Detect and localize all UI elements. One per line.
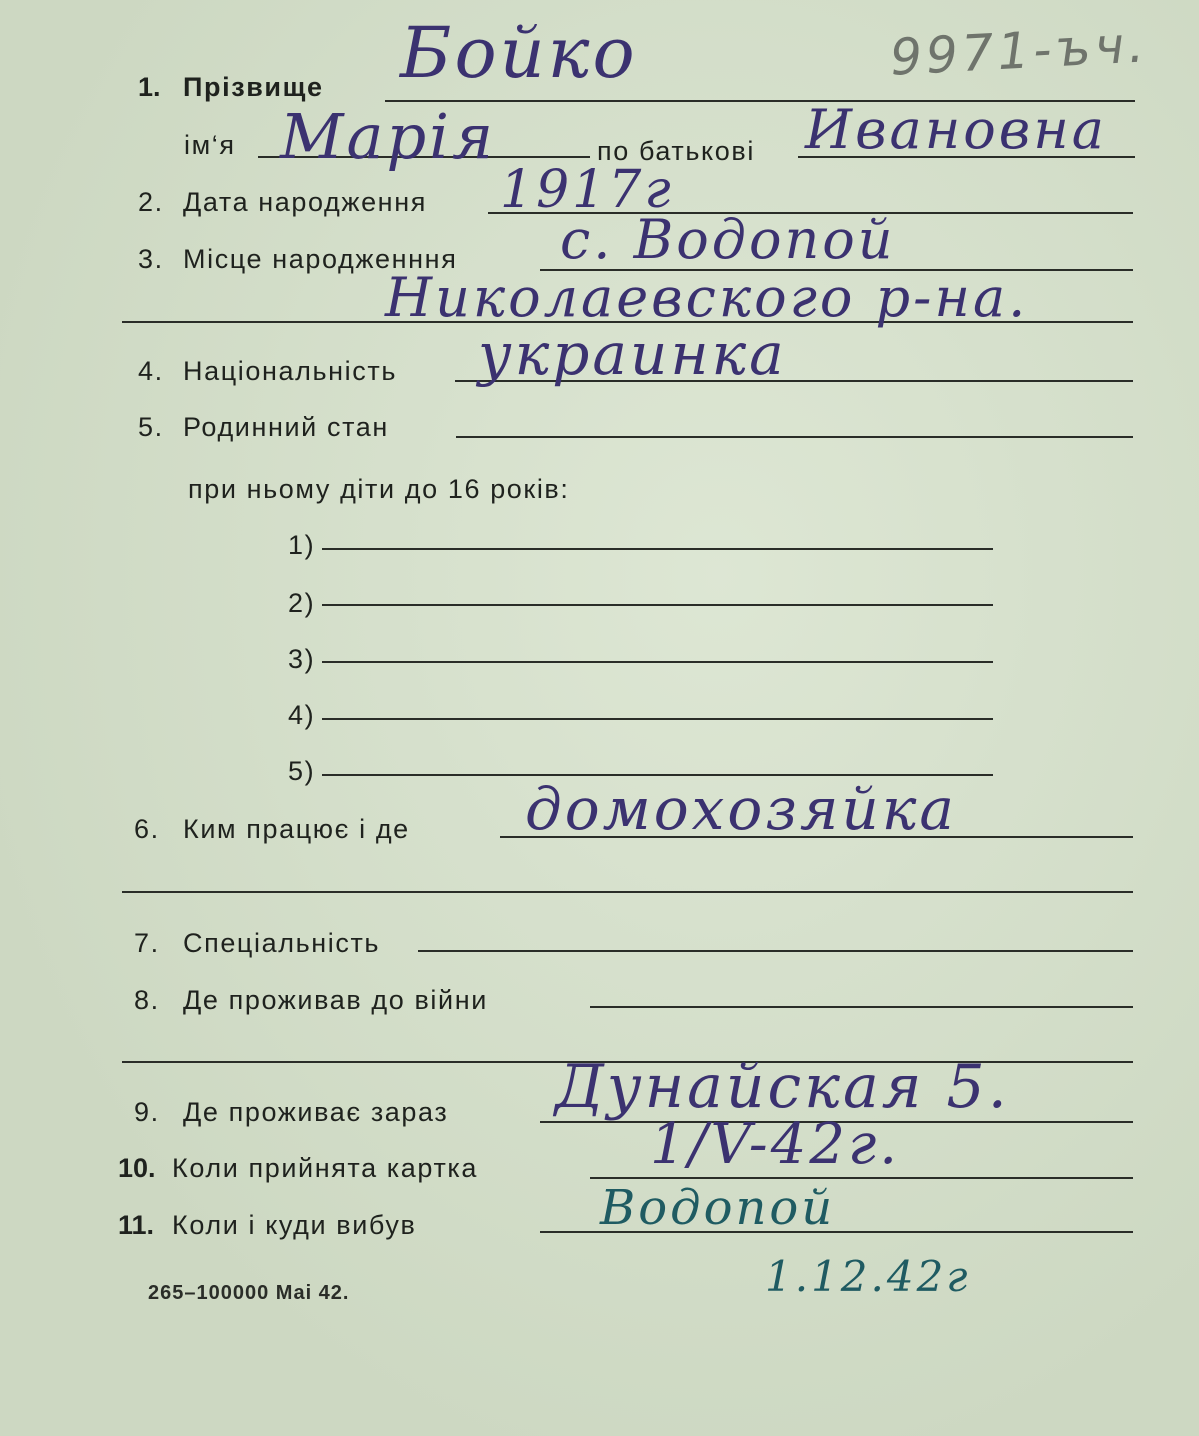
child-1-label: 1) — [288, 530, 316, 560]
work-line-2 — [122, 891, 1133, 893]
nationality-value: украинка — [478, 320, 787, 388]
child-3-label: 3) — [288, 644, 316, 674]
prewar-label: Де проживав до війни — [183, 985, 488, 1015]
child-5-label: 5) — [288, 756, 316, 786]
departed-date: 1.12.42г — [765, 1252, 971, 1301]
field-1-number: 1. — [138, 72, 161, 102]
field-6-number: 6. — [134, 814, 160, 844]
children-label: при ньому діти до 16 років: — [188, 474, 570, 504]
accepted-label: Коли прийнята картка — [172, 1153, 479, 1183]
surname-value: Бойко — [400, 12, 638, 94]
family-label: Родинний стан — [183, 412, 389, 442]
child-2-line — [322, 604, 993, 606]
family-line — [456, 436, 1133, 438]
child-2-label: 2) — [288, 588, 316, 618]
birth-date-label: Дата народження — [183, 187, 427, 217]
archive-number: 9971-ъч. — [888, 15, 1150, 87]
patronymic-label: по батькові — [597, 136, 755, 166]
prewar-line — [590, 1006, 1133, 1008]
birth-place-value: с. Водопой — [560, 208, 896, 271]
departed-label: Коли і куди вибув — [172, 1210, 417, 1240]
field-9-number: 9. — [134, 1097, 160, 1127]
field-3-number: 3. — [138, 244, 164, 274]
work-label: Ким працює і де — [183, 814, 410, 844]
current-value: Дунайская 5. — [555, 1052, 1010, 1122]
field-11-number: 11. — [118, 1210, 155, 1240]
birth-place-value-2: Николаевского р-на. — [385, 266, 1029, 329]
birth-place-label: Місце народженння — [183, 244, 458, 274]
child-4-line — [322, 718, 993, 720]
field-10-number: 10. — [118, 1153, 156, 1183]
departed-value: Водопой — [600, 1180, 836, 1236]
field-5-number: 5. — [138, 412, 164, 442]
accepted-value: 1/V-42г. — [650, 1112, 901, 1177]
patronymic-value: Ивановна — [805, 98, 1107, 161]
child-4-label: 4) — [288, 700, 316, 730]
child-3-line — [322, 661, 993, 663]
specialty-line — [418, 950, 1133, 952]
surname-label: Прізвище — [183, 72, 324, 102]
field-4-number: 4. — [138, 356, 164, 386]
field-2-number: 2. — [138, 187, 164, 217]
work-value: домохозяйка — [525, 775, 957, 843]
print-imprint: 265–100000 Mai 42. — [148, 1282, 350, 1304]
accepted-line — [590, 1177, 1133, 1179]
current-label: Де проживає зараз — [183, 1097, 449, 1127]
name-value: Марія — [280, 100, 497, 173]
field-7-number: 7. — [134, 928, 160, 958]
specialty-label: Спеціальність — [183, 928, 381, 958]
nationality-label: Національність — [183, 356, 397, 386]
birth-date-value: 1917г — [500, 160, 674, 220]
field-8-number: 8. — [134, 985, 160, 1015]
name-label: ім‘я — [184, 130, 236, 160]
child-1-line — [322, 548, 993, 550]
